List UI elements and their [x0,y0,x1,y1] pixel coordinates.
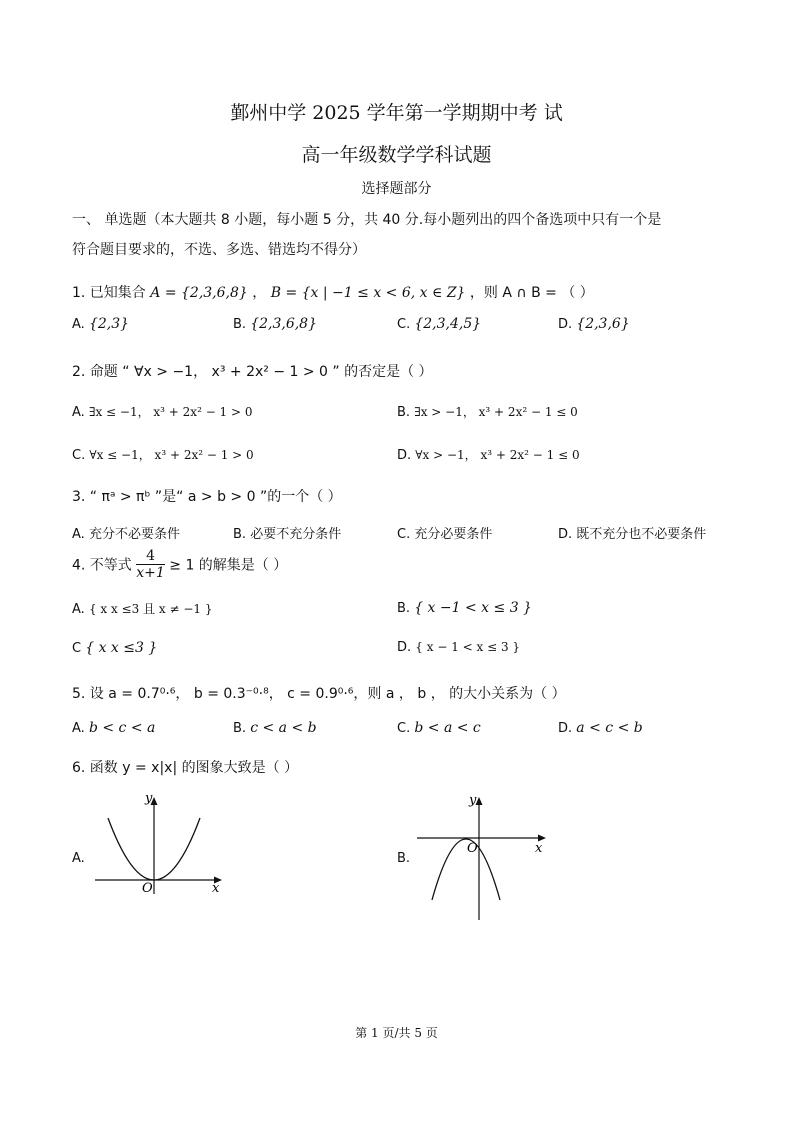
q3-option-c[interactable] [397,523,492,542]
option-label: C [72,641,82,656]
option-text: { x x ≤3 } [85,640,158,656]
option-label: D. [397,640,412,655]
option-label: A. [72,602,85,617]
option-text: { x −1 < x ≤ 3 } [414,600,532,616]
option-text: { x − 1 < x ≤ 3 } [415,640,521,654]
page-footer: 第 1 页/共 5 页 [355,1026,438,1040]
q4-prefix: 4. 不等式 [72,557,132,574]
origin-label: O [467,841,478,856]
option-label: A. [72,527,85,542]
q1-prefix: 1. 已知集合 [72,285,146,301]
question-3-stem: 3. “ πᵃ > πᵇ ”是“ a > b > 0 ”的一个（ ） [72,489,342,505]
option-label: D. [558,721,573,736]
option-text: 充分必要条件 [414,527,493,542]
q4-option-c[interactable] [72,640,157,656]
q5-option-a[interactable] [72,720,155,736]
option-text: {2,3,6} [576,316,630,332]
q4-option-a[interactable] [72,600,212,617]
y-axis-label: y [145,791,153,806]
q2-option-b[interactable] [397,403,578,420]
instructions-line-1: 一、 单选题（本大题共 8 小题，每小题 5 分，共 40 分.每小题列出的四个备选项中只有一个是 [72,212,662,228]
q4-option-b[interactable] [397,600,532,616]
option-text: c < a < b [250,720,317,736]
option-text: a < c < b [576,720,643,736]
y-axis-arrow-icon [476,797,483,805]
q6-graph-a[interactable] [90,788,230,898]
option-label: C. [397,527,411,542]
q5-option-b[interactable] [233,720,317,736]
q1-option-a[interactable] [72,316,129,332]
option-label: B. [233,317,247,332]
origin-label: O [142,881,153,896]
question-6-stem: 6. 函数 y = x|x| 的图象大致是（ ） [72,760,299,776]
option-label: A. [72,317,85,332]
q1-set-b: B = {x | −1 ≤ x < 6, x ∈ Z} [270,285,466,301]
section-title: 选择题部分 [361,181,432,197]
option-label: D. [558,317,573,332]
q3-option-d[interactable] [558,523,706,542]
q2-option-a[interactable] [72,403,253,420]
q4-denominator: x+1 [136,565,165,581]
q1-set-a: A = {2,3,6,8} [150,285,248,301]
q1-option-b[interactable] [233,316,317,332]
option-label: B. [397,601,411,616]
q1-option-c[interactable] [397,316,481,332]
question-5-stem: 5. 设 a = 0.7⁰·⁶， b = 0.3⁻⁰·⁸， c = 0.9⁰·⁶，则 a ， b ， 的大小关系为（ ） [72,686,566,702]
q1-suffix: ，则 A ∩ B = （ ） [469,285,594,301]
option-text: 必要不充分条件 [250,527,342,542]
option-label: C. [397,721,411,736]
q5-option-c[interactable] [397,720,481,736]
option-label: D. [558,527,573,542]
option-text: 既不充分也不必要条件 [576,527,707,542]
option-text: { x x ≤3 且 x ≠ −1 } [88,602,213,616]
option-text: ∃x > −1， x³ + 2x² − 1 ≤ 0 [414,405,578,419]
option-label: C. [72,448,86,463]
q3-option-a[interactable] [72,523,180,542]
option-text: ∀x > −1， x³ + 2x² − 1 ≤ 0 [415,448,580,462]
option-label: D. [397,448,412,463]
q2-option-c[interactable] [72,446,254,463]
question-2-stem: 2. 命题 “ ∀x > −1， x³ + 2x² − 1 > 0 ” 的否定是（ ） [72,364,433,380]
q6-option-a-label[interactable]: A. [72,851,85,866]
option-text: 充分不必要条件 [88,527,180,542]
q6-graph-b[interactable] [412,788,562,923]
option-text: ∀x ≤ −1， x³ + 2x² − 1 > 0 [89,448,254,462]
option-text: b < c < a [88,720,156,736]
q4-option-d[interactable] [397,640,520,655]
option-text: {2,3,6,8} [250,316,317,332]
y-axis-label: y [469,793,477,808]
option-label: B. [233,721,247,736]
exam-subtitle: 高一年级数学学科试题 [301,144,492,166]
option-text: {2,3} [88,316,130,332]
q1-separator: ， [252,285,267,301]
x-axis-label: x [535,841,543,856]
q4-suffix: ≥ 1 的解集是（ ） [169,557,288,574]
option-label: A. [72,721,85,736]
option-text: ∃x ≤ −1， x³ + 2x² − 1 > 0 [88,405,253,419]
q3-option-b[interactable] [233,523,341,542]
option-text: {2,3,4,5} [414,316,482,332]
q5-option-d[interactable] [558,720,643,736]
x-axis-label: x [212,881,220,896]
q4-fraction [136,548,165,581]
q2-option-d[interactable] [397,446,580,463]
option-label: C. [397,317,411,332]
option-label: B. [233,527,247,542]
parabola-curve [432,839,500,900]
instructions-line-2: 符合题目要求的，不选、多选、错选均不得分） [72,242,366,258]
q6-option-b-label[interactable]: B. [397,851,411,866]
exam-title: 鄞州中学 2025 学年第一学期期中考 试 [230,102,563,124]
q4-numerator: 4 [136,548,165,565]
option-label: B. [397,405,411,420]
question-4-stem [72,548,287,581]
option-text: b < a < c [414,720,481,736]
q1-option-d[interactable] [558,316,630,332]
question-1-stem [72,282,594,302]
option-label: A. [72,405,85,420]
